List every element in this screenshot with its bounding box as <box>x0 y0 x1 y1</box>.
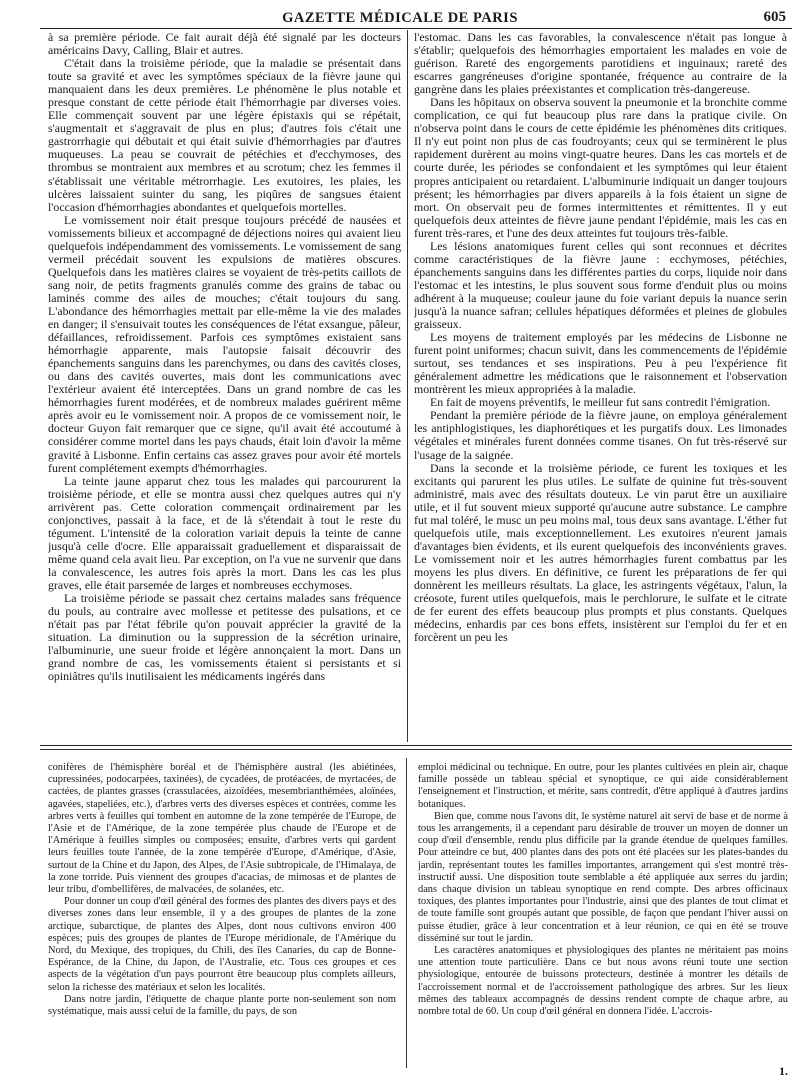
paragraph: Pendant la première période de la fièvre jaune, on employa généralement les antiphlogistiques, les diaphorétiques et les purgatifs doux. Les limonades végétales et minérales furent données comme tisanes. On fut très-réservé sur l'usage de la saignée. <box>414 408 787 462</box>
paragraph: à sa première période. Ce fait aurait déjà été signalé par les docteurs américains Davy, Calling, Blair et autres. <box>48 31 401 58</box>
top-left-column <box>48 31 401 741</box>
section-separator <box>40 745 792 746</box>
page-number: 605 <box>763 9 786 25</box>
paragraph: emploi médicinal ou technique. En outre, pour les plantes cultivées en plein air, chaque famille possède un tableau spécial et synoptique, ce qui aide considérablement l'enseignement et l'instruction, et mérite, sans contredit, d'être appliqué à d'autres jardins botaniques. <box>418 762 788 810</box>
paragraph: La troisième période se passait chez certains malades sans fréquence du pouls, au contraire avec mollesse et petitesse des pulsations, et ce n'était pas par l'état fébrile qu'on pouvait apprécier la gravité de la situation. La diminution ou la suppression de la sécrétion urinaire, l'albuminurie, une sueur froide et légère annonçaient la mort. Dans un grand nombre de cas, les vomissements étaient si persistants et si opiniâtres qu'ils inutilisaient les médicaments ingérés dans <box>48 591 401 684</box>
bottom-left-column <box>48 762 396 1062</box>
paragraph: Le vomissement noir était presque toujours précédé de nausées et vomissements bilieux et accompagné de déjections noires qui avaient lieu quelquefois indépendamment des vomissements. Le vomissement de sang vermeil précédait souvent les expulsions de matières obscures. Quelquefois dans les matières claires se voyaient de très-petits caillots de sang noir, de petits fragments granulés comme des grains de tabac ou laminés comme des ailes de mouches; c'était toujours du sang. L'abondance des hémorrhagies mettait par elle-même la vie des malades en danger; il s'ensuivait toutes les conséquences de l'état exsangue, pâleur, défaillances, refroidissement. Parfois ces symptômes existaient sans hémorrhagie apparente, mais l'autopsie faisait découvrir des épanchements sanguins dans les parenchymes, ou dans des cavités closes, ou dans des cavités ouvertes, mais dont les communications avec l'extérieur avaient été interceptées. Dans un grand nombre de cas les hémorrhagies furent modérées, et de nombreux malades guérirent même après avoir eu le vomissement noir. A propos de ce vomissement noir, le docteur Guyon fait remarquer que ce signe, qu'il avait été accoutumé à considérer comme mortel dans les pays chauds, était loin d'avoir la même gravité à Lisbonne. Enfin certains cas assez graves pour avoir été mortels furent complétement exempts d'hémorrhagies. <box>48 212 401 475</box>
paragraph: C'était dans la troisième période, que la maladie se présentait dans toute sa gravité et avec les symptômes spéciaux de la fièvre jaune qui manquaient dans les deux premières. Le phénomène le plus notable et presque constant de cette période était l'hémorrhagie par diverses voies. Elle commençait souvent par une légère épistaxis qui se répétait, s'augmentait et s'aggravait de plus en plus; d'autres fois c'était une gastrorrhagie qui débutait et qui était suivie d'hémorrhagies par d'autres muqueuses. La peau se couvrait de pétéchies et d'ecchymoses, des thrombus se montraient aux membres et au scrotum; chez les femmes il s'établissait une véritable métrorrhagie. Les exutoires, les plaies, les ulcères laissaient suinter du sang, les piqûres de sangsues étaient l'occasion d'hémorrhagies abondantes et quelquefois mortelles. <box>48 56 401 214</box>
paragraph: conifères de l'hémisphère boréal et de l'hémisphère austral (les abiétinées, cupressinées, podocarpées, taxinées), de cycadées, de protéacées, de myrtacées, de cactées, de plantes grasses (crassulacées, aizoïdées, mesembrianthémées, aloïnées, agavées, stapeliées, etc.), d'arbres verts des diverses espèces et contrées, comme les arbres verts à feuilles qui tombent en automne de la zone tempérée de l'Europe, de l'Asie et de l'Amérique, de la zone tempérée plus chaude de l'Europe et de l'Amérique à feuilles simples ou composées; ensuite, d'arbres verts qui gardent leurs feuilles toute l'année, de la zone tempérée d'Europe, d'Amérique, d'Asie, surtout de la Chine et du Japon, des Alpes, de l'Asie subtropicale, de l'Himalaya, de la zone torride. Puis viennent des groupes d'acacias, de mimosas et de plantes de leur tribu, d'ombellifères, de malvacées, de solanées, etc. <box>48 762 396 896</box>
signature-mark: 1. <box>779 1064 788 1078</box>
paragraph: Dans notre jardin, l'étiquette de chaque plante porte non-seulement son nom systématique, mais aussi celui de la famille, du pays, de son <box>48 993 396 1018</box>
journal-title: GAZETTE MÉDICALE DE PARIS <box>282 10 518 26</box>
header-rule <box>40 28 792 29</box>
paragraph: Les caractères anatomiques et physiologiques des plantes ne méritaient pas moins une attention toute particulière. Dans ce but nous avons réuni toute une section physiologique, entourée de buissons protecteurs, destinée à montrer les détails de l'accroissement normal et de l'accroissement pathologique des arbres. Sur les lieux mêmes des tableaux accompagnés de dessins rendent compte de chaque arbre, au nombre total de 60. Un coup d'œil général en donnera l'idée. L'accrois- <box>418 945 788 1018</box>
paragraph: Les lésions anatomiques furent celles qui sont reconnues et décrites comme caractéristiques de la fièvre jaune : ecchymoses, pétéchies, épanchements sanguins dans les différentes parties du corps, liquide noir dans l'estomac et les intestins, le plus souvent sous forme d'enduit plus ou moins adhérent à la muqueuse; couleur jaune du foie variant depuis la nuance serin jusqu'à la nuance safran; cellules hépatiques déformées et pleines de globules graisseux. <box>414 238 787 332</box>
column-divider-bottom <box>406 758 407 1068</box>
paragraph: l'estomac. Dans les cas favorables, la convalescence n'était pas longue à s'établir; quelquefois des hémorrhagies emportaient les malades en voie de guérison. Rareté des engorgements parotidiens et inguinaux; rareté des escarres gangréneuses d'origine spontanée, fréquence au contraire de la gangrène dans les plaies préexistantes et complication très-dangereuse. <box>414 31 787 97</box>
paragraph: Les moyens de traitement employés par les médecins de Lisbonne ne furent point uniformes; chacun suivit, dans les commencements de l'épidémie surtout, ses tendances et ses inspirations. Peu à peu l'expérience fit généralement admettre les médications que le raisonnement et l'observation montrèrent les mieux appropriées à la maladie. <box>414 330 787 397</box>
paragraph: Pour donner un coup d'œil général des formes des plantes des divers pays et des diverses zones dans leur ensemble, il y a des groupes de plantes de la zone arctique, subarctique, de plantes des Alpes, dont nous cultivons environ 400 espèces; puis des groupes de plantes de l'Europe méridionale, de l'Amérique du Nord, du Mexique, des tropiques, du Chili, des îles Canaries, du cap de Bonne-Espérance, de la Chine, du Japon, de l'Australie, etc. Tous ces groupes et ces aspects de la végétation d'un pays pourront être beaucoup plus complets ailleurs, selon la richesse des matériaux et selon les localités. <box>48 896 396 993</box>
paragraph: Dans la seconde et la troisième période, ce furent les toxiques et les excitants qui parurent les plus utiles. Le sulfate de quinine fut très-souvent administré, mais avec des résultats douteux. Le vin parut être un auxiliaire utile, et il fut souvent mieux supporté qu'aucune autre substance. Le camphre fut mal toléré, le musc un peu moins mal, tous deux sans avantage. L'éther fut quelquefois utile, mais exceptionnellement. Les exutoires n'eurent jamais d'avantages bien évidents, et ils eurent quelquefois des inconvénients graves. Le vomissement noir et les autres hémorrhagies furent combattus par les moyens les plus divers. En définitive, ce furent les préparations de fer qui donnèrent les meilleurs résultats. La glace, les astringents végétaux, l'alun, la créosote, furent utiles quelquefois, mais le perchlorure, le sulfate et le citrate de fer eurent des effets beaucoup plus prompts et plus constants. Quelques médecins, enhardis par ces bons effets, insistèrent sur l'emploi du fer et en forcèrent un peu les <box>414 460 787 645</box>
paragraph: La teinte jaune apparut chez tous les malades qui parcoururent la troisième période, et elle se montra aussi chez quelques autres qui n'y arrivèrent pas. Cette coloration commençait ordinairement par les conjonctives, passait à la face, et de là s'étendait à tout le reste du tégument. L'intensité de la coloration variait depuis la teinte de canne jusqu'à celle d'ocre. Elle apparaissait graduellement et disparaissait de même quand cela avait lieu. Par exception, on l'a vue ne survenir que dans la convalescence, les autres fois après la mort. Dans les cas les plus graves, elle était parsemée de larges et nombreuses ecchymoses. <box>48 473 401 592</box>
paragraph: En fait de moyens préventifs, le meilleur fut sans contredit l'émigration. <box>430 395 771 410</box>
top-right-column <box>414 31 787 741</box>
paragraph: Dans les hôpitaux on observa souvent la pneumonie et la bronchite comme complication, ce qui fut beaucoup plus rare dans la pratique civile. On n'observa point dans le cours de cette épidémie les phénomènes dits critiques. Il n'y eut point non plus de cas foudroyants; ceux qui se terminèrent le plus rapidement durèrent au moins vingt-quatre heures. Dans les cas mortels et de courte durée, les périodes se confondaient et les symptômes qui leur étaient propres anticipaient ou retardaient. L'albuminurie indiquait un danger toujours présent; les hémorrhagies par divers appareils à la fois étaient un signe de mort. On observait peu de formes intermittentes et rémittentes. Il y eut quelquefois deux atteintes de fièvre jaune pendant l'épidémie, mais les cas en furent très-rares, et l'une des deux atteintes fut toujours très-faible. <box>414 95 787 240</box>
section-separator-thin <box>40 749 792 750</box>
column-divider <box>407 30 408 742</box>
paragraph: Bien que, comme nous l'avons dit, le système naturel ait servi de base et de norme à tous les arrangements, il a cependant paru désirable de trouver un moyen de donner un coup d'œil d'ensemble, rendu plus difficile par la grande étendue de quelques familles. Pour atteindre ce but, 400 plantes dans des pots ont été placées sur les plates-bandes du jardin, représentant toutes les familles importantes, arrangement qui s'est montré très-instructif aussi. Une disposition toute semblable a été appliquée aux serres du jardin; dans chaque division un tableau synoptique en rend compte. Des arbres officinaux toxiques, des plantes importantes pour l'industrie, ainsi que des plantes de tout climat et de toute famille sont groupés autant que possible, de façon que pendant l'hiver aussi on puisse étudier, grâce à leur concentration et à leur réunion, ce qui en été se trouve disséminé sur tout le jardin. <box>418 810 788 944</box>
page-header <box>0 0 800 28</box>
bottom-right-column <box>418 762 788 1062</box>
